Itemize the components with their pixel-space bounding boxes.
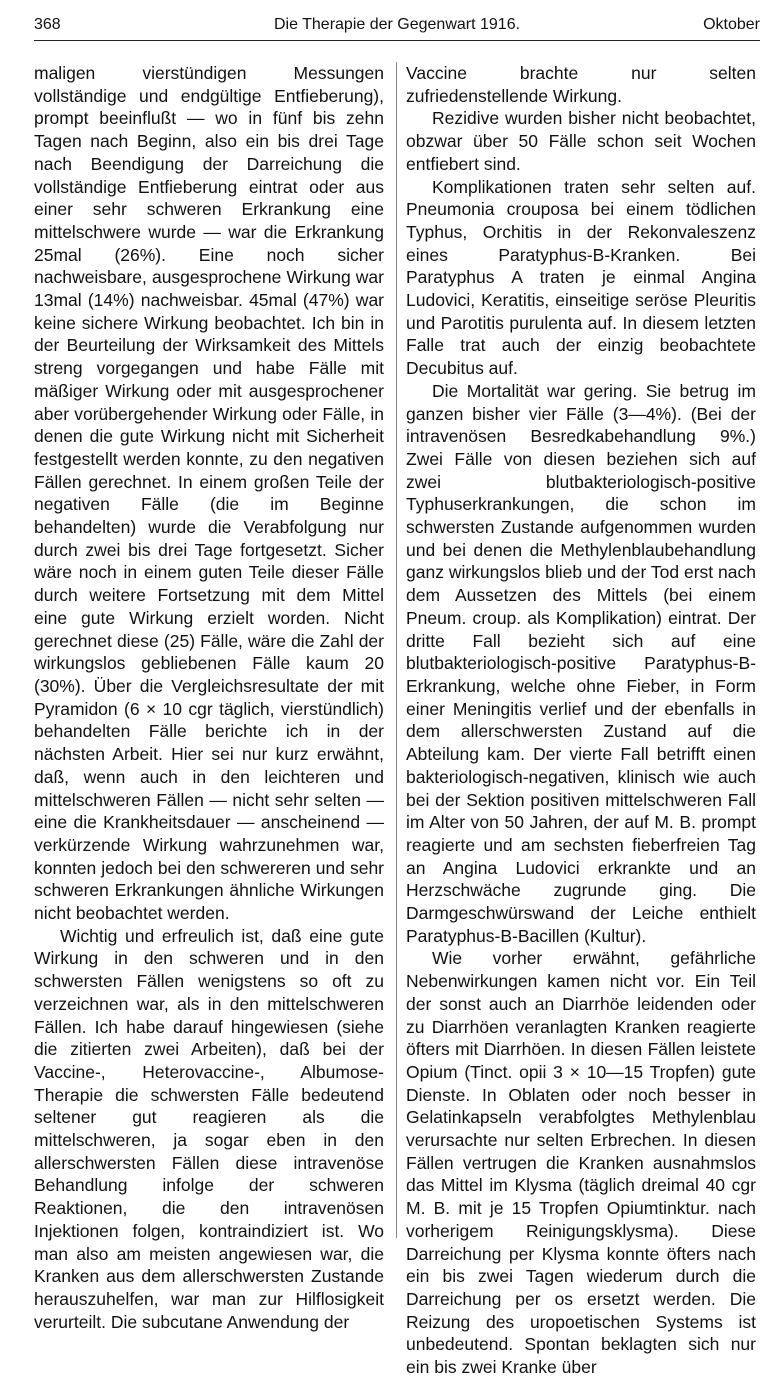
page-number: 368 (34, 16, 61, 33)
paragraph: Vaccine brachte nur selten zufriedenstellende Wirkung. (406, 63, 756, 106)
paragraph: Wie vorher erwähnt, gefährliche Nebenwirkungen kamen nicht vor. Ein Teil der sonst auch an Diarrhöe leidenden oder zu Diarrhöen veranlagten Kranken reagierte öfters mit Diarrhöen. In diesen Fällen leistete Opium (Tinct. opii 3 × 10—15 Tropfen) gute Dienste. In Oblaten oder noch besser in Gelatinkapseln verabfolgtes Methylenblau verursachte nur selten Erbrechen. In diesen Fällen vertrugen die Kranken ausnahmslos das Mittel im Klysma (täglich dreimal 40 cgr M. B. mit je 15 Tropfen Opiumtinktur. nach vorherigem Reinigungsklysma). Diese Darreichung per Klysma konnte öfters nach ein bis zwei Tagen wiederum durch die Darreichung per os ersetzt werden. Die Reizung des uropoetischen Systems ist unbedeutend. Spontan beklagten sich nur ein bis zwei Kranke über (406, 948, 756, 1378)
paragraph: Wichtig und erfreulich ist, daß eine gute Wirkung in den schweren und in den schwersten Fällen wenigstens so oft zu verzeichnen war, als in den mittelschweren Fällen. Ich habe darauf hingewiesen (siehe die zitierten zwei Arbeiten), daß bei der Vaccine-, Heterovaccine-, Albumose-Therapie die schwersten Fälle bedeutend seltener gut reagieren als die mittelschweren, ja sogar eben in den allerschwersten Fällen diese intravenöse Behandlung infolge der schweren Reaktionen, die den intravenösen Injektionen folgen, kontraindiziert ist. Wo man also am meisten angewiesen war, die Kranken aus dem allerschwersten Zustande herauszuhelfen, war man zur Hilflosigkeit verurteilt. Die subcutane Anwendung der (34, 925, 384, 1332)
paragraph: Komplikationen traten sehr selten auf. Pneumonia crouposa bei einem tödlichen Typhus, Orchitis in der Rekonvaleszenz eines Paratyphus-B-Kranken. Bei Paratyphus A traten je einmal Angina Ludovici, Keratitis, einseitige seröse Pleuritis und Parotitis purulenta auf. In diesem letzten Falle trat auch der einzig beobachtete Decubitus auf. (406, 176, 756, 379)
page-header (34, 14, 760, 40)
paragraph: Rezidive wurden bisher nicht beobachtet, obzwar über 50 Fälle schon seit Wochen entfiebert sind. (406, 108, 756, 174)
issue-month: Oktober (703, 16, 760, 33)
right-column (406, 62, 756, 1379)
column-separator (396, 62, 397, 1238)
header-rule (34, 40, 760, 41)
paragraph: maligen vierstündigen Messungen vollständige und endgültige Entfieberung), prompt beeinflußt — wo in fünf bis zehn Tagen nach Beginn, also ein bis drei Tage nach Beendigung der Darreichung die vollständige Entfieberung eintrat oder aus einer sehr schweren Erkrankung eine mittelschwere wurde — war die Erkrankung 25mal (26%). Eine noch sicher nachweisbare, ausgesprochene Wirkung war 13mal (14%) nachweisbar. 45mal (47%) war keine sichere Wirkung beobachtet. Ich bin in der Beurteilung der Wirksamkeit des Mittels streng vorgegangen und habe Fälle mit mäßiger Wirkung oder mit ausgesprochener aber vorübergehender Wirkung oder Fälle, in denen die gute Wirkung nicht mit Sicherheit festgestellt werden konnte, zu den negativen Fällen gerechnet. In einem großen Teile der negativen Fälle (die im Beginne behandelten) wurde die Verabfolgung nur durch zwei bis drei Tage fortgesetzt. Sicher wäre noch in einem guten Teile dieser Fälle durch weitere Fortsetzung mit dem Mittel eine gute Wirkung erzielt worden. Nicht gerechnet diese (25) Fälle, wäre die Zahl der wirkungslos gebliebenen Fälle kaum 20 (30%). Über die Vergleichsresultate der mit Pyramidon (6 × 10 cgr täglich, vierstündlich) behandelten Fälle berichte ich in der nächsten Arbeit. Hier sei nur kurz erwähnt, daß, wenn auch in den leichteren und mittelschweren Fällen — nicht sehr selten — eine die Krankheitsdauer — anscheinend — verkürzende Wirkung wahrzunehmen war, konnten jedoch bei den schwereren und sehr schweren Erkrankungen ähnliche Wirkungen nicht beobachtet werden. (34, 63, 384, 924)
left-column (34, 62, 384, 1333)
paragraph: Die Mortalität war gering. Sie betrug im ganzen bisher vier Fälle (3—4%). (Bei der intravenösen Besredkabehandlung 9%.) Zwei Fälle von diesen beziehen sich auf zwei blutbakteriologisch-positive Typhuserkrankungen, die schon im schwersten Zustande aufgenommen wurden und bei denen die Methylenblaubehandlung ganz wirkungslos blieb und der Tod erst nach dem Aussetzen des Mittels (bei einem Pneum. croup. als Komplikation) eintrat. Der dritte Fall bezieht sich auf eine blutbakteriologisch-positive Paratyphus-B-Erkrankung, welche ohne Fieber, in Form einer Meningitis verlief und der ebenfalls in dem allerschwersten Zustand auf die Abteilung kam. Der vierte Fall betrifft einen bakteriologisch-negativen, klinisch wie auch bei der Sektion positiven mittelschweren Fall im Alter von 50 Jahren, der auf M. B. prompt reagierte und am sechsten fieberfreien Tag an Angina Ludovici erkrankte und an Herzschwäche zugrunde ging. Die Darmgeschwürswand der Leiche enthielt Paratyphus-B-Bacillen (Kultur). (406, 380, 756, 946)
journal-title: Die Therapie der Gegenwart 1916. (273, 16, 521, 33)
